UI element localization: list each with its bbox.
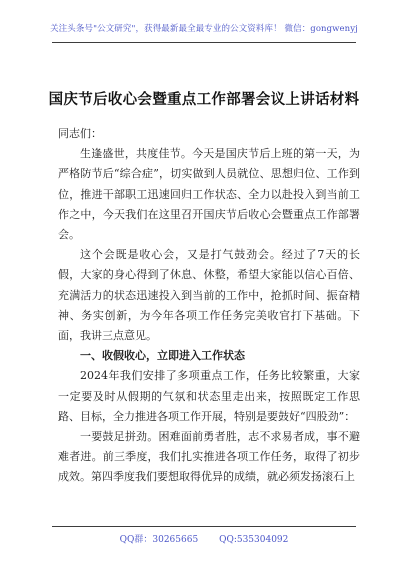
paragraph-opening: 生逢盛世，共度佳节。今天是国庆节后上班的第一天，为严格防节后“综合症”，切实做到人员就位、思想归位、工作到位，推进干部职工迅速回归工作状态、全力以赴投入到当前工作之中，今天我们在这里召开国庆节后收心会暨重点工作部署会。	[58, 147, 360, 242]
document-title: 国庆节后收心会暨重点工作部署会议上讲话材料	[48, 91, 360, 108]
footer-qq-number: QQ:535304092	[219, 535, 289, 545]
header-divider	[52, 42, 356, 43]
paragraph-purpose: 这个会既是收心会，又是打气鼓劲会。经过了7天的长假，大家的身心得到了休息、休整，希望大家能以信心百倍、充满活力的状态迅速投入到当前的工作中，抢抓时间、振奋精神、务实创新，为今年各项工作任务完美收官打下基础。下面，我讲三点意见。	[58, 248, 360, 343]
footer-qq-group: QQ群：30265665	[119, 535, 199, 545]
paragraph-section-intro: 2024年我们安排了多项重点工作，任务比较繁重，大家一定要及时从假期的气氛和状态里走出来，按照既定工作思路、目标，全力推进各项工作开展，特别是要鼓好“四股劲”：	[58, 369, 360, 423]
header-banner: 关注头条号"公文研究"，获得最新最全最专业的公文资料库！ 微信：gongwenyj	[50, 24, 358, 34]
paragraph-first-point: 一要鼓足拼劲。困难面前勇者胜，志不求易者成，事不避难者进。前三季度，我们扎实推进各项工作任务，取得了初步成效。第四季度我们要想取得优异的成绩，就必须发扬滚石上	[58, 430, 360, 484]
footer-divider	[52, 526, 356, 527]
salutation: 同志们：	[58, 127, 102, 140]
section-heading: 一、收假收心，立即进入工作状态	[80, 349, 245, 363]
document-body	[58, 124, 360, 488]
footer-contact	[0, 532, 408, 545]
